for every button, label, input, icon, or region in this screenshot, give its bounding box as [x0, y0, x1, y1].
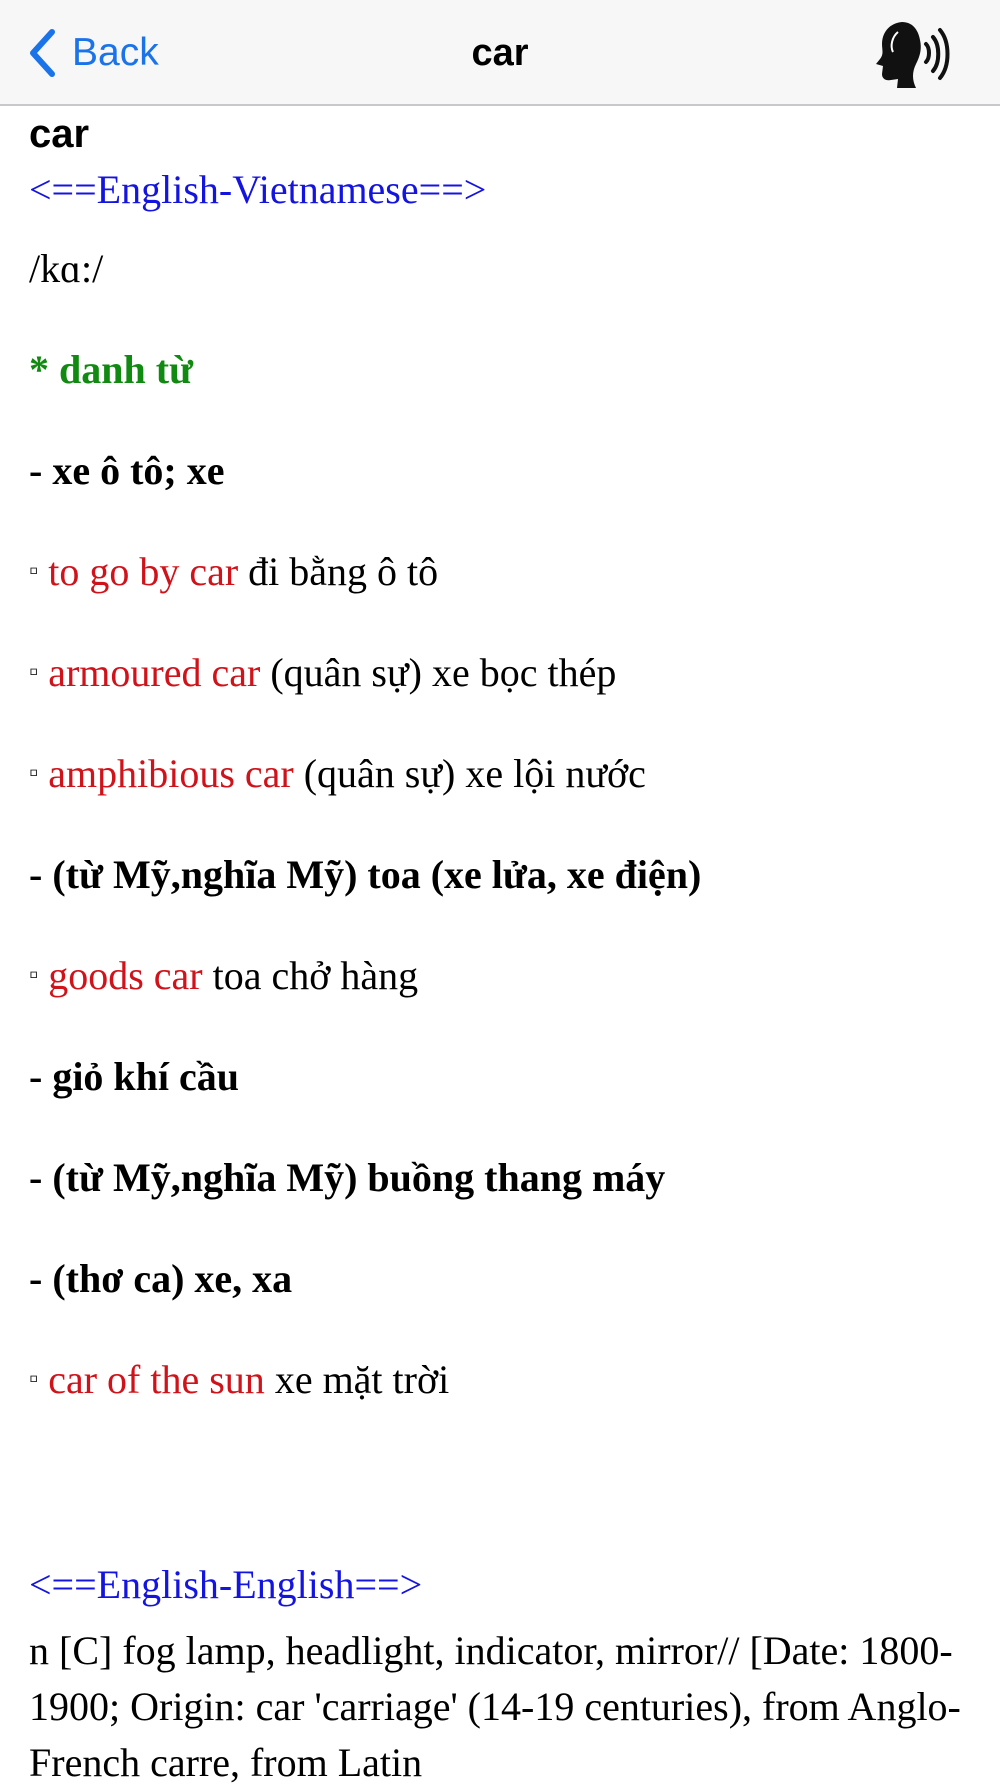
example-meaning: đi bằng ô tô — [248, 549, 439, 594]
bullet-icon: ▫ — [29, 1364, 39, 1393]
bullet-icon: ▫ — [29, 556, 39, 585]
sense: - (từ Mỹ,nghĩa Mỹ) buồng thang máy — [29, 1155, 666, 1200]
example-phrase: goods car — [48, 953, 203, 998]
back-label: Back — [72, 31, 159, 74]
pronunciation: /kɑ:/ — [29, 246, 104, 291]
sense: - (thơ ca) xe, xa — [29, 1256, 293, 1301]
example-item — [29, 521, 979, 622]
section-english-vietnamese[interactable]: <==English-Vietnamese==> — [29, 167, 487, 212]
part-of-speech: * danh từ — [29, 347, 194, 392]
bullet-icon: ▫ — [29, 960, 39, 989]
section-english-english[interactable]: <==English-English==> — [29, 1562, 423, 1607]
chevron-left-icon — [28, 28, 58, 78]
sense: - giỏ khí cầu — [29, 1054, 240, 1099]
example-meaning: toa chở hàng — [212, 953, 419, 998]
example-item — [29, 925, 979, 1026]
example-item — [29, 1329, 979, 1430]
example-meaning: (quân sự) xe bọc thép — [270, 650, 617, 695]
back-button[interactable] — [28, 26, 159, 80]
bullet-icon: ▫ — [29, 758, 39, 787]
page-title: car — [471, 32, 529, 74]
example-phrase: car of the sun — [48, 1357, 265, 1402]
example-item — [29, 622, 979, 723]
example-phrase: amphibious car — [48, 751, 294, 796]
dictionary-content — [29, 106, 979, 1791]
example-item — [29, 723, 979, 824]
english-definition: n [C] fog lamp, headlight, indicator, mirror// [Date: 1800-1900; Origin: car 'carriage' (14-19 centuries), from Anglo-French carre, from Latin — [29, 1628, 961, 1785]
example-phrase: to go by car — [48, 549, 239, 594]
navigation-bar — [0, 0, 1000, 106]
headword: car — [29, 112, 90, 156]
sense: - (từ Mỹ,nghĩa Mỹ) toa (xe lửa, xe điện) — [29, 852, 702, 897]
sense: - xe ô tô; xe — [29, 448, 225, 493]
spacer — [29, 1430, 979, 1534]
example-meaning: (quân sự) xe lội nước — [303, 751, 646, 796]
speaker-head-icon[interactable] — [872, 18, 954, 90]
example-meaning: xe mặt trời — [274, 1357, 450, 1402]
example-phrase: armoured car — [48, 650, 261, 695]
bullet-icon: ▫ — [29, 657, 39, 686]
